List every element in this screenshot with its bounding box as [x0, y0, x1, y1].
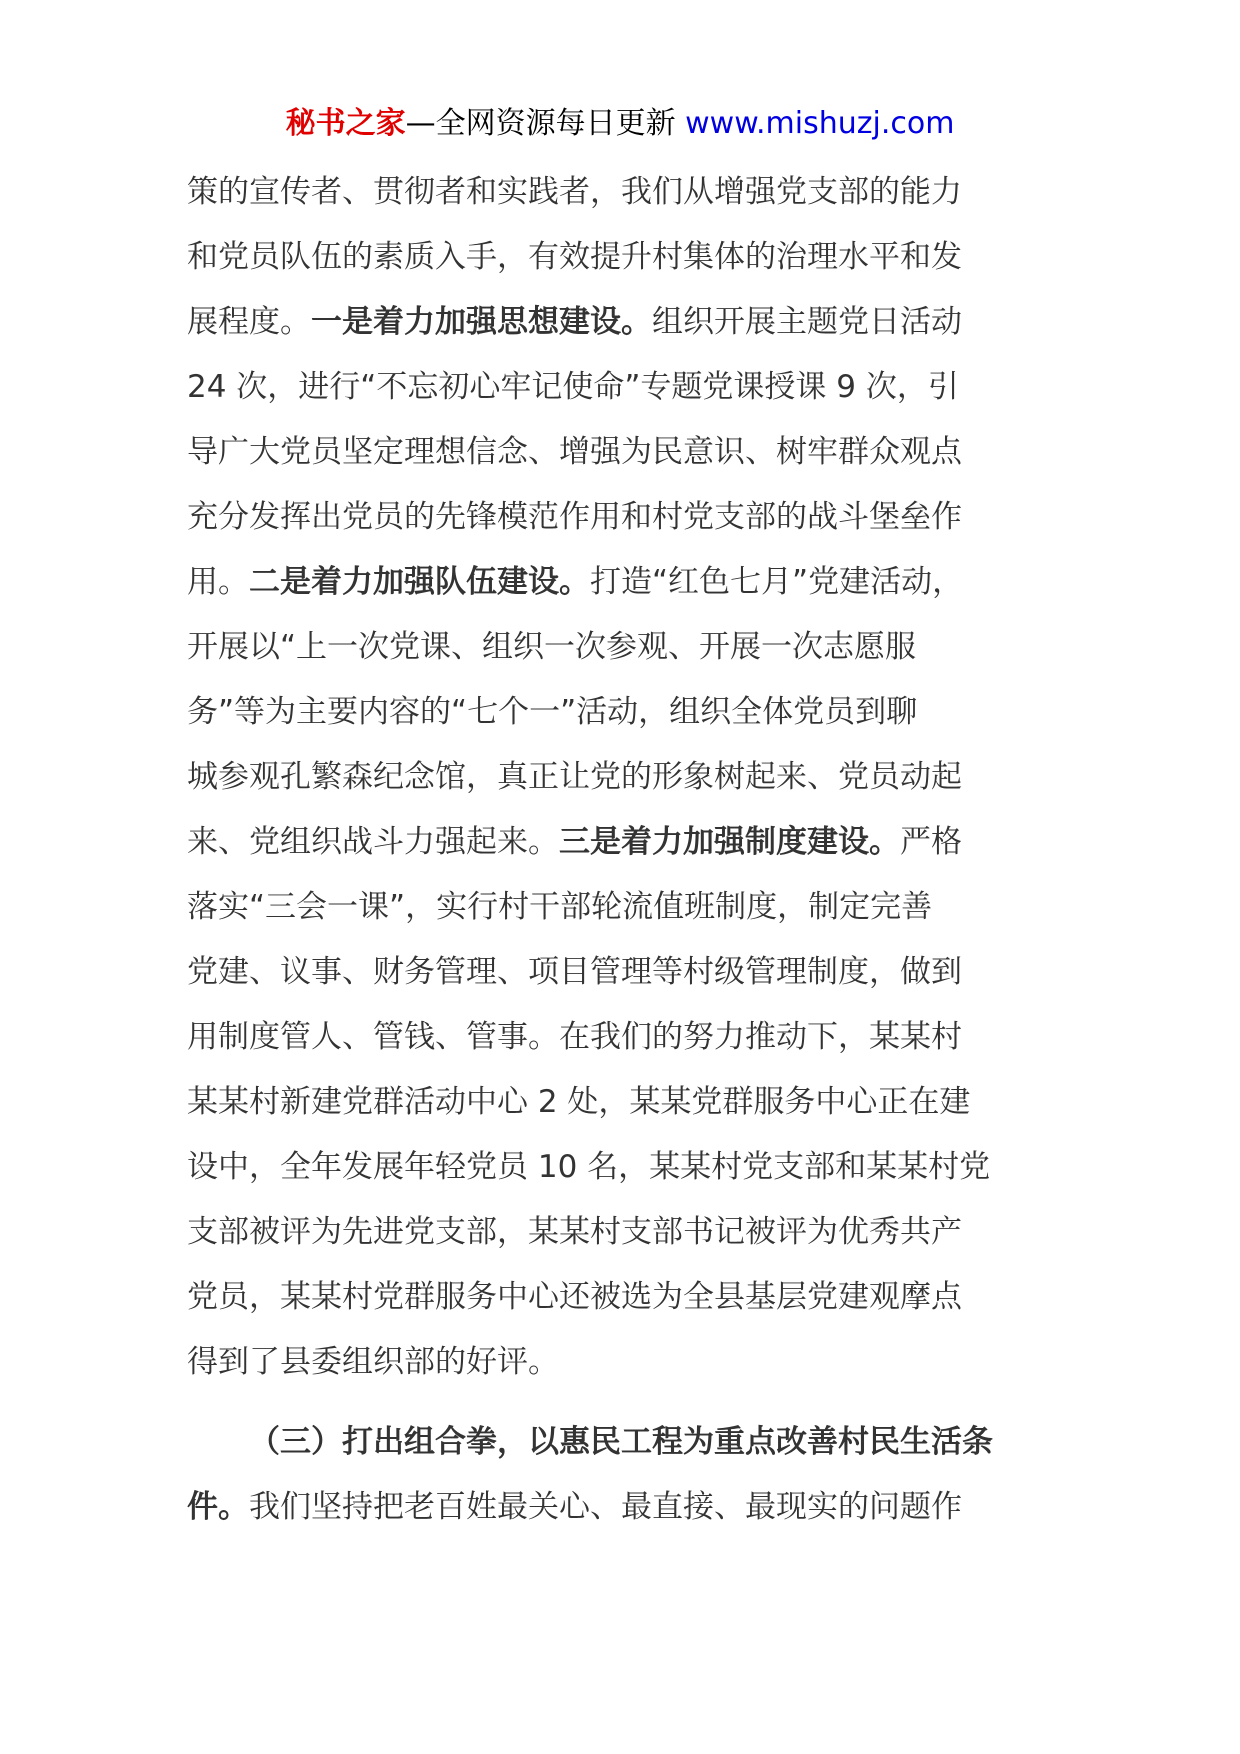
text-line: 24 次，进行“不忘初心牢记使命”专题党课授课 9 次，引	[187, 369, 959, 405]
text-line: 党员，某某村党群服务中心还被选为全县基层党建观摩点	[187, 1279, 962, 1315]
text-line: 设中，全年发展年轻党员 10 名，某某村党支部和某某村党	[187, 1149, 991, 1185]
document-body	[187, 160, 1055, 1540]
text-line: 用制度管人、管钱、管事。在我们的努力推动下，某某村	[187, 1019, 962, 1055]
subheading-team: 二是着力加强队伍建设。	[249, 564, 590, 600]
paragraph-gap	[187, 1395, 1055, 1410]
brand-name: 秘书之家	[285, 106, 406, 141]
text-line: 导广大党员坚定理想信念、增强为民意识、树牢群众观点	[187, 434, 962, 470]
text-line: 展程度。一是着力加强思想建设。组织开展主题党日活动	[187, 304, 962, 340]
text-line: 充分发挥出党员的先锋模范作用和村党支部的战斗堡垒作	[187, 499, 962, 535]
text-line: 件。我们坚持把老百姓最关心、最直接、最现实的问题作	[187, 1489, 962, 1525]
site-url-link[interactable]: www.mishuzj.com	[685, 106, 955, 141]
section-heading: （三）打出组合拳，以惠民工程为重点改善村民生活条	[249, 1424, 993, 1460]
text-line: 党建、议事、财务管理、项目管理等村级管理制度，做到	[187, 954, 962, 990]
header-tagline: —全网资源每日更新	[405, 106, 676, 141]
text-line: 来、党组织战斗力强起来。三是着力加强制度建设。严格	[187, 824, 962, 860]
text-line: 务”等为主要内容的“七个一”活动，组织全体党员到聊	[187, 694, 918, 730]
text-line: 城参观孔繁森纪念馆，真正让党的形象树起来、党员动起	[187, 759, 962, 795]
text-line: 得到了县委组织部的好评。	[187, 1344, 559, 1380]
text-line: 某某村新建党群活动中心 2 处，某某党群服务中心正在建	[187, 1084, 971, 1120]
text-line: 支部被评为先进党支部，某某村支部书记被评为优秀共产	[187, 1214, 962, 1250]
text-line: 开展以“上一次党课、组织一次参观、开展一次志愿服	[187, 629, 917, 665]
site-header	[0, 104, 1240, 144]
text-line: 和党员队伍的素质入手，有效提升村集体的治理水平和发	[187, 239, 962, 275]
subheading-system: 三是着力加强制度建设。	[559, 824, 900, 860]
text-line: 落实“三会一课”，实行村干部轮流值班制度，制定完善	[187, 889, 933, 925]
section-heading-end: 件。	[187, 1489, 249, 1525]
subheading-ideology: 一是着力加强思想建设。	[311, 304, 652, 340]
text-line: 策的宣传者、贯彻者和实践者，我们从增强党支部的能力	[187, 174, 962, 210]
text-line: 用。二是着力加强队伍建设。打造“红色七月”党建活动，	[187, 564, 964, 600]
